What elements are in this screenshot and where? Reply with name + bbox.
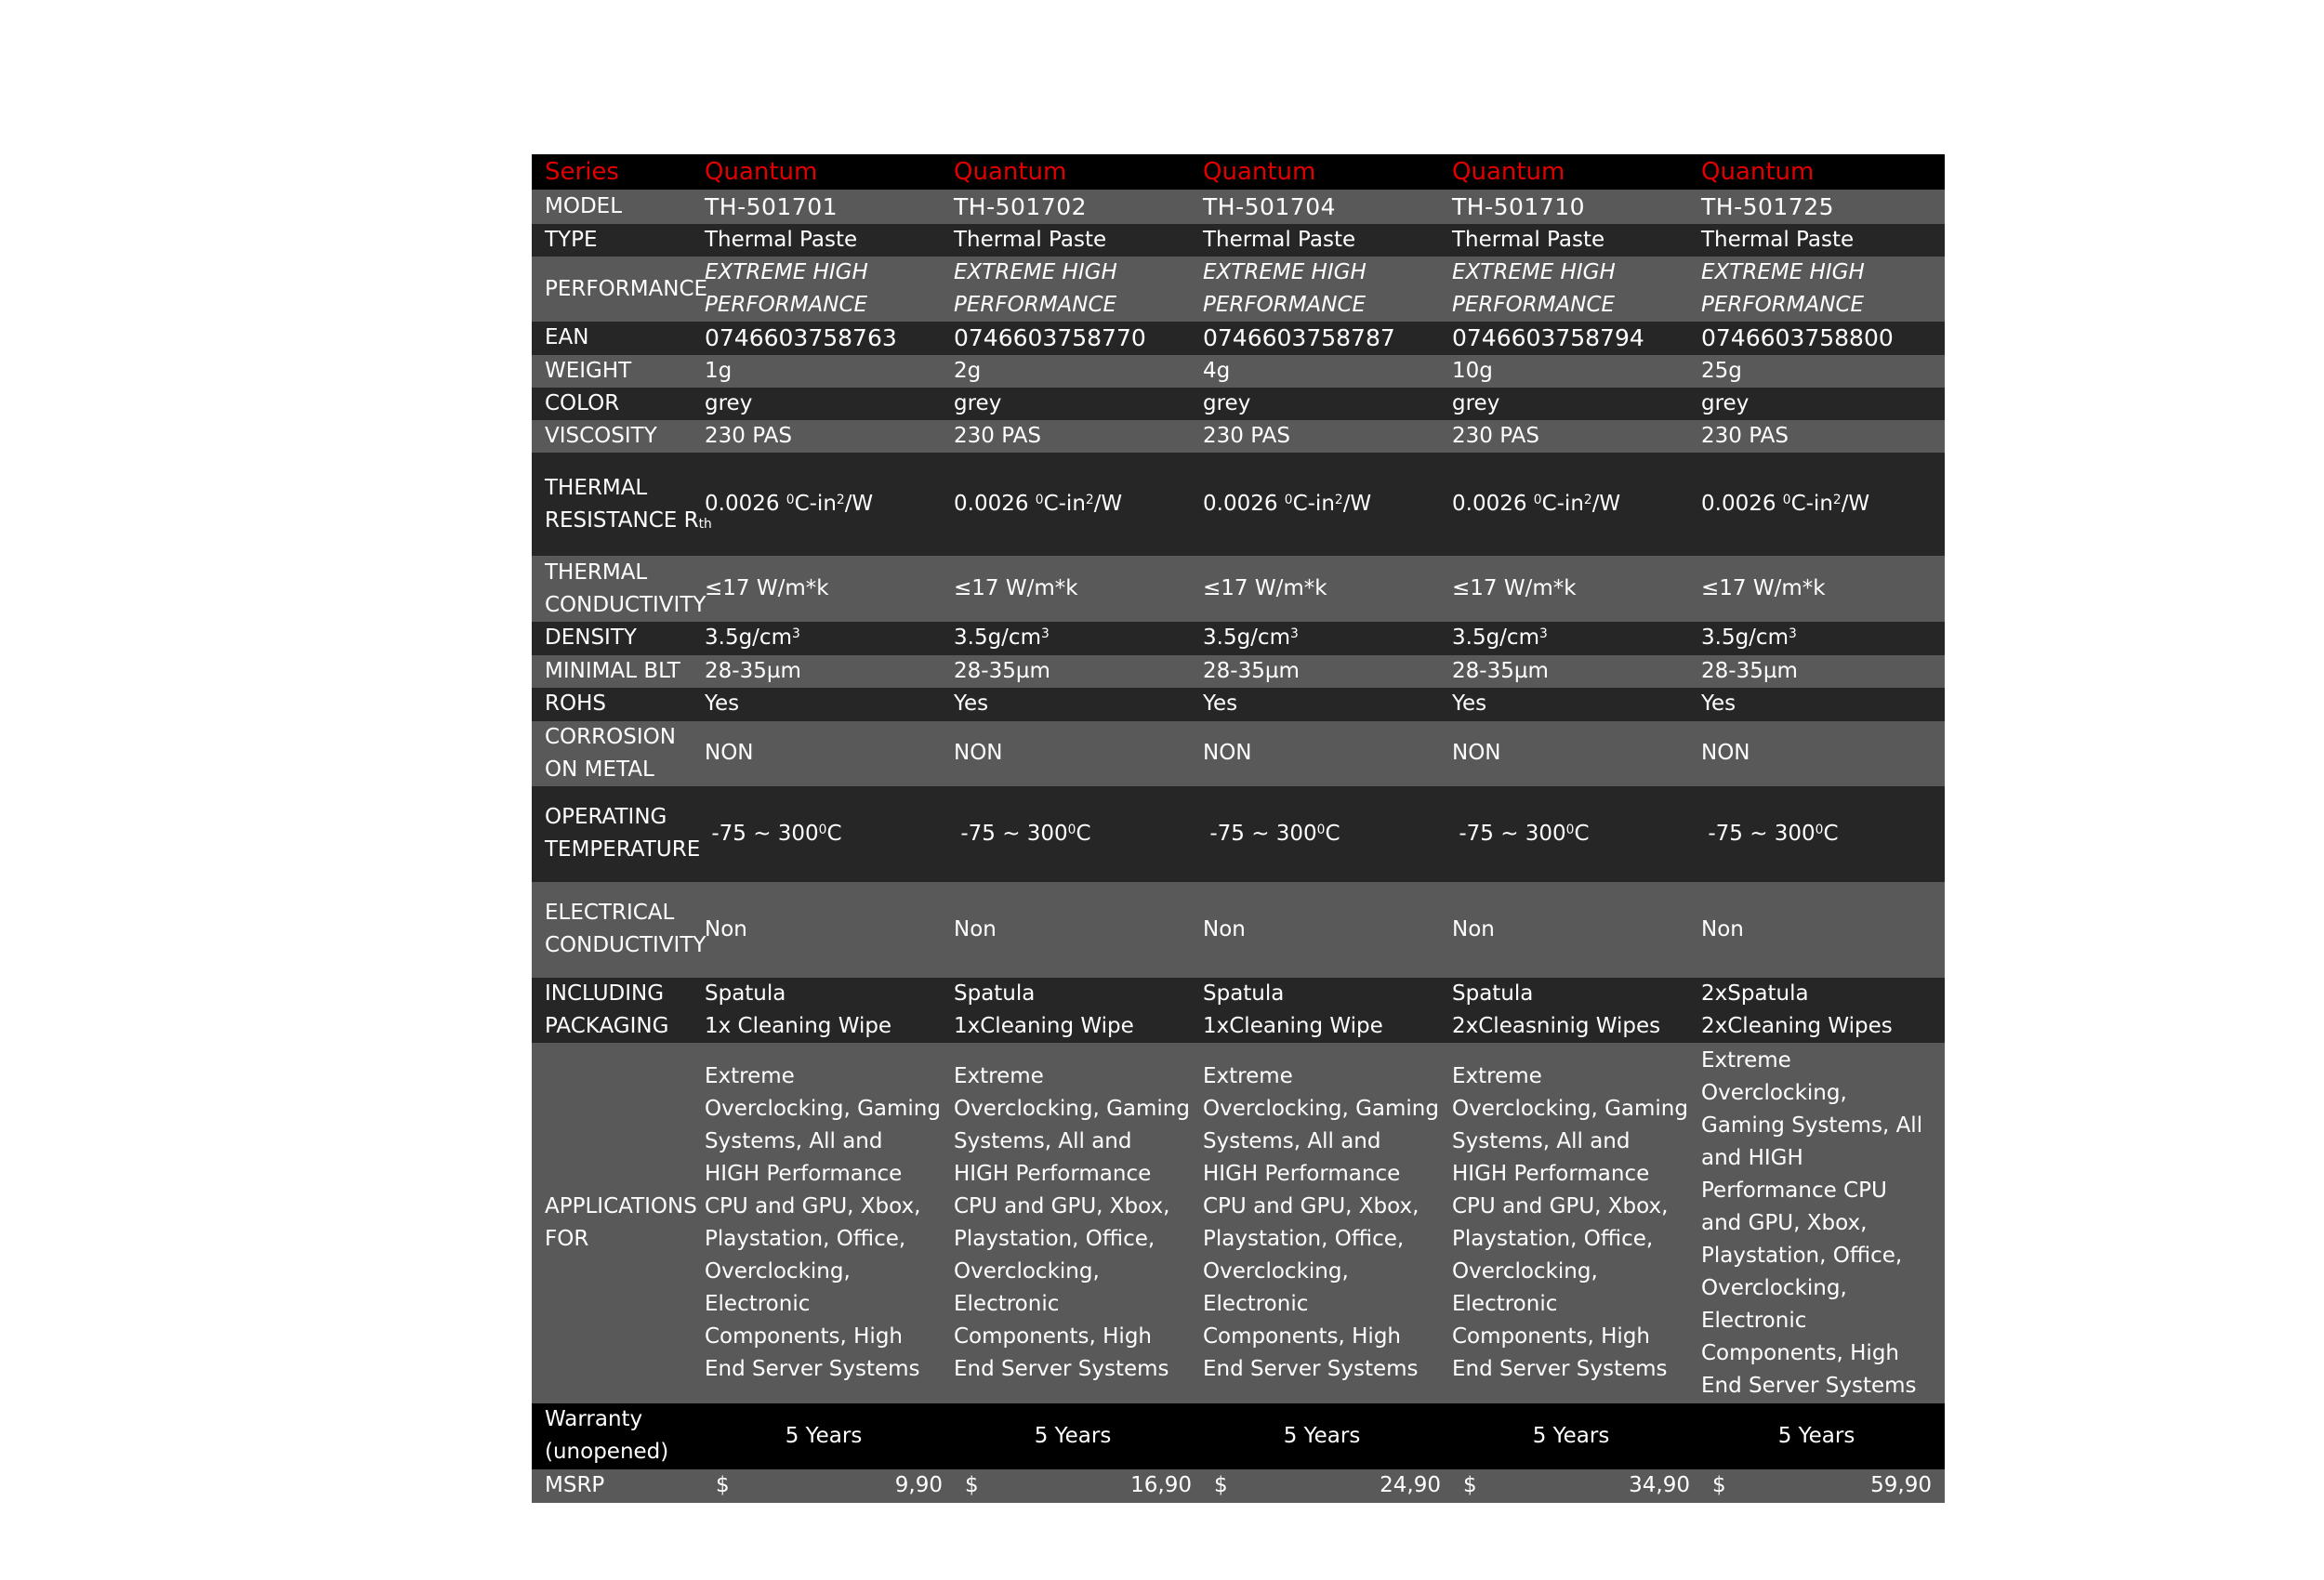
model-cell: TH-501710 [1446, 190, 1696, 223]
label-line1: APPLICATIONS [545, 1194, 697, 1219]
warranty-cell: 5 Years [1696, 1403, 1945, 1469]
msrp-cell [1696, 1469, 1945, 1503]
label-line1: CORROSION [545, 724, 676, 749]
operating-temperature-cell [699, 786, 948, 882]
price: 34,90 [1629, 1473, 1690, 1498]
value-mid: C-in [1043, 492, 1086, 517]
thermal-resistance-cell [1696, 453, 1945, 556]
value-mid: C-in [1541, 492, 1584, 517]
performance-line2: PERFORMANCE [954, 293, 1117, 318]
msrp-cell [948, 1469, 1197, 1503]
ean-cell: 0746603758800 [1696, 322, 1945, 354]
label-line2: FOR [545, 1227, 589, 1252]
performance-line2: PERFORMANCE [1452, 293, 1616, 318]
label-line2: (unopened) [545, 1440, 669, 1465]
thermal-resistance-row [532, 453, 1945, 556]
electrical-conductivity-cell: Non [1446, 882, 1696, 978]
applications-cell: Extreme Overclocking, Gaming Systems, All and HIGH Performance CPU and GPU, Xbox, Playstation, Office, Overclocking, Electronic Components, High End Server Systems [1696, 1043, 1945, 1403]
applications-cell: Extreme Overclocking, Gaming Systems, All and HIGH Performance CPU and GPU, Xbox, Playstation, Office, Overclocking, Electronic Components, High End Server Systems [699, 1043, 948, 1403]
weight-cell: 1g [699, 355, 948, 388]
packaging-line2: 1xCleaning Wipe [1203, 1013, 1383, 1038]
type-label: TYPE [532, 224, 699, 257]
series-cell: Quantum [948, 154, 1197, 190]
rohs-row [532, 688, 1945, 720]
value-pre: 0.0026 [1701, 492, 1783, 517]
operating-temperature-cell [948, 786, 1197, 882]
type-cell: Thermal Paste [948, 224, 1197, 257]
ean-label: EAN [532, 322, 699, 354]
value-post: C [1574, 821, 1590, 846]
performance-line1: EXTREME HIGH [1701, 260, 1865, 285]
type-row [532, 224, 1945, 257]
applications-label [532, 1043, 699, 1403]
currency-symbol: $ [1712, 1473, 1726, 1498]
price: 9,90 [894, 1473, 943, 1498]
type-cell: Thermal Paste [699, 224, 948, 257]
thermal-conductivity-cell: ≤17 W/m*k [948, 556, 1197, 622]
ean-cell: 0746603758787 [1197, 322, 1446, 354]
label-line2: ON METAL [545, 757, 654, 782]
packaging-line2: 1xCleaning Wipe [954, 1013, 1134, 1038]
color-cell: grey [948, 388, 1197, 420]
viscosity-cell: 230 PAS [1696, 420, 1945, 453]
squared-sup: 2 [1832, 493, 1842, 508]
currency-symbol: $ [1214, 1473, 1228, 1498]
squared-sup: 2 [1583, 493, 1592, 508]
performance-line1: EXTREME HIGH [705, 260, 868, 285]
value-post: /W [1093, 492, 1123, 517]
msrp-label: MSRP [532, 1469, 699, 1503]
thermal-conductivity-label [532, 556, 706, 622]
density-cell [948, 622, 1197, 655]
value-pre: -75 ~ 300 [1708, 821, 1816, 846]
currency-symbol: $ [965, 1473, 979, 1498]
label-line1: OPERATING [545, 805, 667, 830]
performance-line2: PERFORMANCE [705, 293, 868, 318]
label-line2: RESISTANCE R [545, 507, 699, 533]
thermal-conductivity-row [532, 556, 1945, 622]
corrosion-cell: NON [1446, 721, 1696, 787]
applications-row [532, 1043, 1945, 1403]
value-post: /W [1342, 492, 1372, 517]
weight-cell: 2g [948, 355, 1197, 388]
electrical-conductivity-label [532, 882, 706, 978]
thermal-resistance-cell [948, 453, 1197, 556]
electrical-conductivity-cell: Non [948, 882, 1197, 978]
model-row [532, 190, 1945, 223]
value-pre: 0.0026 [1203, 492, 1285, 517]
model-cell: TH-501702 [948, 190, 1197, 223]
applications-cell: Extreme Overclocking, Gaming Systems, All and HIGH Performance CPU and GPU, Xbox, Playstation, Office, Overclocking, Electronic Components, High End Server Systems [1446, 1043, 1696, 1403]
packaging-line2: 2xCleasninig Wipes [1452, 1013, 1661, 1038]
model-cell: TH-501701 [699, 190, 948, 223]
performance-line1: EXTREME HIGH [1452, 260, 1616, 285]
value-pre: 3.5g/cm [1701, 625, 1789, 651]
minimal-blt-cell: 28-35µm [1696, 655, 1945, 688]
cubed-sup: 3 [1040, 626, 1050, 642]
model-cell: TH-501704 [1197, 190, 1446, 223]
value-pre: -75 ~ 300 [1459, 821, 1566, 846]
value-pre: 3.5g/cm [705, 625, 792, 651]
density-cell [699, 622, 948, 655]
cubed-sup: 3 [791, 626, 800, 642]
rohs-cell: Yes [1446, 688, 1696, 720]
electrical-conductivity-row [532, 882, 1945, 978]
series-label: Series [532, 154, 699, 190]
thermal-conductivity-cell: ≤17 W/m*k [699, 556, 948, 622]
label-line2: PACKAGING [545, 1013, 669, 1038]
warranty-row [532, 1403, 1945, 1469]
minimal-blt-cell: 28-35µm [1197, 655, 1446, 688]
warranty-label [532, 1403, 699, 1469]
color-label: COLOR [532, 388, 699, 420]
cubed-sup: 3 [1788, 626, 1797, 642]
value-pre: 3.5g/cm [954, 625, 1041, 651]
color-cell: grey [699, 388, 948, 420]
thermal-conductivity-cell: ≤17 W/m*k [1446, 556, 1696, 622]
msrp-row [532, 1469, 1945, 1503]
color-cell: grey [1446, 388, 1696, 420]
packaging-label [532, 978, 699, 1044]
value-pre: 0.0026 [1452, 492, 1534, 517]
thermal-resistance-cell [699, 453, 948, 556]
label-line1: ELECTRICAL [545, 901, 675, 926]
type-cell: Thermal Paste [1446, 224, 1696, 257]
model-label: MODEL [532, 190, 699, 223]
ean-cell: 0746603758770 [948, 322, 1197, 354]
ean-cell: 0746603758763 [699, 322, 948, 354]
value-pre: -75 ~ 300 [1209, 821, 1317, 846]
performance-label: PERFORMANCE [532, 257, 699, 323]
packaging-cell [1696, 978, 1945, 1044]
rohs-cell: Yes [699, 688, 948, 720]
color-row [532, 388, 1945, 420]
thermal-resistance-cell [1197, 453, 1446, 556]
model-cell: TH-501725 [1696, 190, 1945, 223]
applications-cell: Extreme Overclocking, Gaming Systems, All and HIGH Performance CPU and GPU, Xbox, Playstation, Office, Overclocking, Electronic Components, High End Server Systems [948, 1043, 1197, 1403]
density-cell [1197, 622, 1446, 655]
ean-cell: 0746603758794 [1446, 322, 1696, 354]
viscosity-cell: 230 PAS [699, 420, 948, 453]
degree-sup: 0 [1284, 493, 1293, 508]
spec-table [532, 154, 1945, 1503]
price: 59,90 [1870, 1473, 1932, 1498]
performance-line1: EXTREME HIGH [1203, 260, 1367, 285]
warranty-cell: 5 Years [1446, 1403, 1696, 1469]
degree-sup: 0 [1316, 822, 1326, 837]
minimal-blt-row [532, 655, 1945, 688]
performance-row [532, 257, 1945, 323]
type-cell: Thermal Paste [1696, 224, 1945, 257]
density-label: DENSITY [532, 622, 699, 655]
operating-temperature-cell [1197, 786, 1446, 882]
operating-temperature-label [532, 786, 699, 882]
squared-sup: 2 [1334, 493, 1343, 508]
electrical-conductivity-cell: Non [1696, 882, 1945, 978]
price: 16,90 [1130, 1473, 1192, 1498]
performance-line1: EXTREME HIGH [954, 260, 1117, 285]
degree-sup: 0 [818, 822, 827, 837]
density-cell [1696, 622, 1945, 655]
viscosity-row [532, 420, 1945, 453]
currency-symbol: $ [1463, 1473, 1477, 1498]
label-line2: CONDUCTIVITY [545, 933, 706, 958]
currency-symbol: $ [716, 1473, 730, 1498]
label-line1: THERMAL [545, 560, 648, 585]
value-pre: -75 ~ 300 [711, 821, 819, 846]
value-post: C [826, 821, 842, 846]
series-cell: Quantum [699, 154, 948, 190]
viscosity-cell: 230 PAS [1446, 420, 1696, 453]
degree-sup: 0 [1782, 493, 1791, 508]
value-post: /W [844, 492, 874, 517]
label-line2: TEMPERATURE [545, 837, 701, 862]
degree-sup: 0 [1035, 493, 1044, 508]
minimal-blt-cell: 28-35µm [948, 655, 1197, 688]
type-cell: Thermal Paste [1197, 224, 1446, 257]
performance-cell [1197, 257, 1446, 323]
packaging-row [532, 978, 1945, 1044]
corrosion-label [532, 721, 699, 787]
msrp-cell [699, 1469, 948, 1503]
warranty-cell: 5 Years [948, 1403, 1197, 1469]
price: 24,90 [1380, 1473, 1441, 1498]
weight-cell: 25g [1696, 355, 1945, 388]
weight-cell: 10g [1446, 355, 1696, 388]
packaging-line1: Spatula [705, 981, 786, 1006]
value-pre: 3.5g/cm [1452, 625, 1539, 651]
packaging-cell [1197, 978, 1446, 1044]
minimal-blt-cell: 28-35µm [1446, 655, 1696, 688]
viscosity-cell: 230 PAS [1197, 420, 1446, 453]
packaging-line2: 2xCleaning Wipes [1701, 1013, 1893, 1038]
ean-row [532, 322, 1945, 354]
performance-cell [948, 257, 1197, 323]
rohs-label: ROHS [532, 688, 699, 720]
operating-temperature-cell [1446, 786, 1696, 882]
value-pre: -75 ~ 300 [960, 821, 1068, 846]
warranty-cell: 5 Years [699, 1403, 948, 1469]
packaging-line1: Spatula [1203, 981, 1285, 1006]
value-pre: 0.0026 [705, 492, 786, 517]
viscosity-cell: 230 PAS [948, 420, 1197, 453]
viscosity-label: VISCOSITY [532, 420, 699, 453]
series-row [532, 154, 1945, 190]
value-post: /W [1591, 492, 1621, 517]
rohs-cell: Yes [1197, 688, 1446, 720]
label-line1: Warranty [545, 1407, 643, 1432]
color-cell: grey [1197, 388, 1446, 420]
packaging-cell [1446, 978, 1696, 1044]
packaging-line2: 1x Cleaning Wipe [705, 1013, 892, 1038]
corrosion-cell: NON [948, 721, 1197, 787]
thermal-conductivity-cell: ≤17 W/m*k [1696, 556, 1945, 622]
minimal-blt-cell: 28-35µm [699, 655, 948, 688]
density-cell [1446, 622, 1696, 655]
electrical-conductivity-cell: Non [699, 882, 948, 978]
packaging-line1: Spatula [1452, 981, 1534, 1006]
msrp-cell [1197, 1469, 1446, 1503]
label-line1: THERMAL [545, 475, 648, 500]
minimal-blt-label: MINIMAL BLT [532, 655, 699, 688]
value-mid: C-in [794, 492, 837, 517]
performance-cell [1446, 257, 1696, 323]
density-row [532, 622, 1945, 655]
cubed-sup: 3 [1538, 626, 1548, 642]
series-cell: Quantum [1696, 154, 1945, 190]
packaging-line1: Spatula [954, 981, 1036, 1006]
thermal-resistance-cell [1446, 453, 1696, 556]
series-cell: Quantum [1197, 154, 1446, 190]
corrosion-row [532, 721, 1945, 787]
value-post: C [1325, 821, 1340, 846]
label-line2: CONDUCTIVITY [545, 592, 706, 617]
rohs-cell: Yes [1696, 688, 1945, 720]
thermal-resistance-label [532, 453, 712, 556]
corrosion-cell: NON [699, 721, 948, 787]
msrp-cell [1446, 1469, 1696, 1503]
color-cell: grey [1696, 388, 1945, 420]
packaging-cell [699, 978, 948, 1044]
value-mid: C-in [1790, 492, 1833, 517]
weight-label: WEIGHT [532, 355, 699, 388]
degree-sup: 0 [1067, 822, 1076, 837]
performance-line2: PERFORMANCE [1701, 293, 1865, 318]
weight-cell: 4g [1197, 355, 1446, 388]
value-mid: C-in [1292, 492, 1335, 517]
operating-temperature-row [532, 786, 1945, 882]
thermal-conductivity-cell: ≤17 W/m*k [1197, 556, 1446, 622]
applications-cell: Extreme Overclocking, Gaming Systems, All and HIGH Performance CPU and GPU, Xbox, Playstation, Office, Overclocking, Electronic Components, High End Server Systems [1197, 1043, 1446, 1403]
weight-row [532, 355, 1945, 388]
value-pre: 3.5g/cm [1203, 625, 1290, 651]
performance-cell [1696, 257, 1945, 323]
performance-cell [699, 257, 948, 323]
performance-line2: PERFORMANCE [1203, 293, 1367, 318]
value-post: C [1823, 821, 1839, 846]
packaging-cell [948, 978, 1197, 1044]
label-subscript: th [698, 516, 712, 532]
degree-sup: 0 [1815, 822, 1824, 837]
squared-sup: 2 [836, 493, 845, 508]
corrosion-cell: NON [1197, 721, 1446, 787]
packaging-line1: 2xSpatula [1701, 981, 1809, 1006]
degree-sup: 0 [1533, 493, 1542, 508]
rohs-cell: Yes [948, 688, 1197, 720]
corrosion-cell: NON [1696, 721, 1945, 787]
value-post: /W [1841, 492, 1870, 517]
cubed-sup: 3 [1289, 626, 1299, 642]
series-cell: Quantum [1446, 154, 1696, 190]
squared-sup: 2 [1085, 493, 1094, 508]
value-post: C [1076, 821, 1091, 846]
electrical-conductivity-cell: Non [1197, 882, 1446, 978]
warranty-cell: 5 Years [1197, 1403, 1446, 1469]
label-line1: INCLUDING [545, 981, 665, 1006]
operating-temperature-cell [1696, 786, 1945, 882]
degree-sup: 0 [1565, 822, 1575, 837]
value-pre: 0.0026 [954, 492, 1036, 517]
degree-sup: 0 [786, 493, 795, 508]
